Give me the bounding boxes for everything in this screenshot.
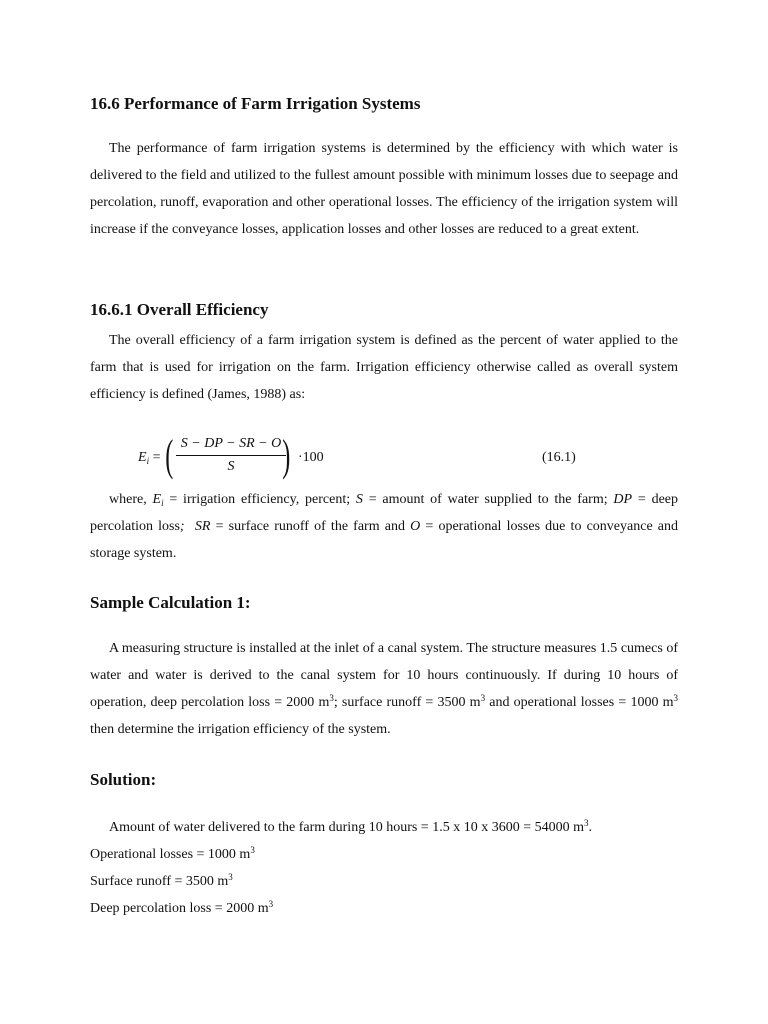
solution-heading: Solution: — [90, 770, 157, 789]
superscript: 3 — [480, 693, 486, 703]
fraction-bar — [176, 455, 286, 456]
where-text: = deep percolation loss — [90, 492, 678, 534]
where-o-symbol: O — [410, 519, 421, 534]
where-semicolon: ; — [179, 519, 185, 534]
where-text — [185, 519, 195, 534]
superscript: 3 — [584, 818, 589, 828]
where-paragraph — [90, 486, 678, 567]
equation-numerator: S − DP − SR − O — [180, 436, 282, 451]
right-parenthesis: ) — [282, 431, 291, 480]
superscript: 3 — [228, 872, 233, 882]
where-ei-subscript: i — [161, 498, 164, 508]
sample-text: A measuring structure is installed at the inlet of a canal system. The structure measures 1.5 cumecs of water and water is derived to the canal system for 10 hours continuously. If during 10 hours of operation, deep percolation loss = 2000 m — [90, 641, 678, 710]
subsection-paragraph: The overall efficiency of a farm irrigation system is defined as the percent of water applied to the farm that is used for irrigation on the farm. Irrigation efficiency otherwise called as overall system efficiency is defined (James, 1988) as: — [90, 333, 678, 402]
equation-subscript-i: i — [146, 456, 150, 466]
where-text: = amount of water supplied to the farm; — [362, 492, 614, 507]
equation-equals: = — [152, 450, 161, 465]
where-text: = irrigation efficiency, percent; — [163, 492, 356, 507]
section-paragraph: The performance of farm irrigation systems is determined by the efficiency with which water is delivered to the field and utilized to the fullest amount possible with minimum losses due to seepage and percolation, runoff, evaporation and other operational losses. The efficiency of the irrigation system will increase if the conveyance losses, application losses and other losses are reduced to a great extent. — [90, 141, 678, 237]
equation-multiplier: ·100 — [298, 450, 324, 465]
equation-symbol-e: E — [138, 450, 147, 465]
where-dp-symbol: DP — [613, 492, 633, 507]
superscript: 3 — [329, 693, 334, 703]
solution-line-runoff — [90, 872, 233, 892]
superscript: 3 — [673, 693, 679, 703]
solution-text: Surface runoff = 3500 m — [90, 874, 229, 889]
solution-line-delivered — [109, 818, 592, 838]
where-text: where, — [109, 492, 153, 507]
equation-number: (16.1) — [542, 450, 576, 465]
equation-denominator: S — [227, 459, 235, 474]
efficiency-equation — [138, 431, 678, 482]
sample-text: and operational losses = 1000 m — [485, 695, 674, 710]
superscript: 3 — [250, 845, 255, 855]
solution-text: Amount of water delivered to the farm during 10 hours = 1.5 x 10 x 3600 = 54000 m — [109, 820, 584, 835]
solution-line-operational — [90, 845, 255, 865]
solution-text: . — [588, 820, 592, 835]
solution-text: Operational losses = 1000 m — [90, 847, 251, 862]
where-ei-symbol: E — [152, 492, 162, 507]
equation-fraction — [176, 435, 286, 476]
sample-text: then determine the irrigation efficiency of the system. — [90, 722, 391, 737]
solution-line-percolation — [90, 899, 273, 919]
sample-heading: Sample Calculation 1: — [90, 593, 251, 612]
where-text: = surface runoff of the farm and — [210, 519, 411, 534]
equation-lhs — [138, 450, 160, 466]
solution-text: Deep percolation loss = 2000 m — [90, 901, 269, 916]
section-heading: 16.6 Performance of Farm Irrigation Systems — [90, 94, 421, 113]
superscript: 3 — [268, 899, 274, 909]
left-parenthesis: ( — [165, 431, 174, 480]
sample-paragraph — [90, 635, 678, 743]
where-text: = operational losses due to conveyance and storage system. — [90, 519, 679, 561]
where-sr-symbol: SR — [194, 519, 211, 534]
where-s-symbol: S — [355, 492, 363, 507]
subsection-heading: 16.6.1 Overall Efficiency — [90, 300, 269, 319]
sample-text: ; surface runoff = 3500 m — [333, 695, 481, 710]
